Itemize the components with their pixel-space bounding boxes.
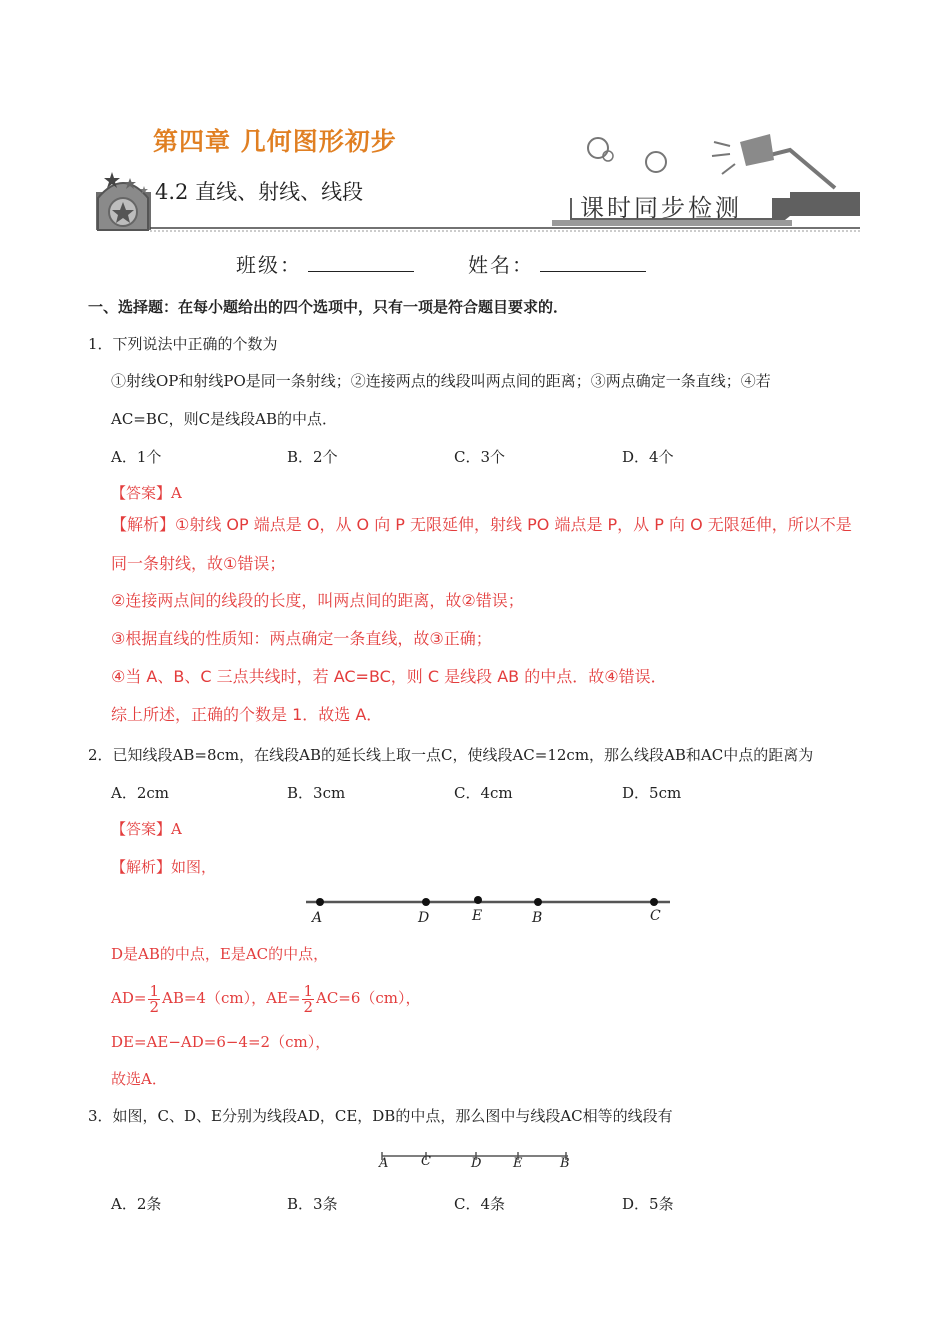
q2-fraction-1-num: 1 — [149, 981, 159, 1000]
q2-analysis-intro — [111, 857, 216, 877]
banner-title: 课时同步检测 — [580, 194, 742, 222]
class-field — [236, 249, 414, 278]
q2-option-c[interactable]: C．4cm — [454, 784, 513, 802]
q3-option-d[interactable]: D．5条 — [622, 1195, 674, 1213]
q3-stem: 3．如图，C、D、E分别为线段AD，CE，DB的中点，那么图中与线段AC相等的线段有 — [88, 1107, 673, 1125]
q3-point-d: D — [471, 1156, 482, 1171]
q2-point-e: E — [472, 908, 483, 924]
q2-stem: 2．已知线段AB=8cm，在线段AB的延长线上取一点C，使线段AC=12cm，那么线段AB和AC中点的距离为 — [88, 746, 814, 764]
q1-text-line1: ①射线OP和射线PO是同一条射线；②连接两点的线段叫两点间的距离；③两点确定一条直线；④若 — [111, 372, 771, 390]
q2-point-a: A — [312, 910, 323, 926]
q3-point-a: A — [379, 1156, 389, 1171]
q1-analysis-line1: 【解析】①射线 OP 端点是 O，从 O 向 P 无限延伸，射线 PO 端点是 P，从 P 向 O 无限延伸，所以不是 — [111, 515, 852, 534]
name-blank[interactable] — [540, 253, 646, 272]
q2-fraction-1-den: 2 — [149, 997, 159, 1016]
q2-answer: 【答案】A — [111, 820, 182, 838]
q3-option-c[interactable]: C．4条 — [454, 1195, 506, 1213]
q2-figure — [300, 888, 680, 928]
class-blank[interactable] — [308, 253, 414, 272]
q3-point-b: B — [560, 1156, 570, 1171]
q1-text-line2: AC=BC，则C是线段AB的中点． — [111, 410, 337, 428]
q1-analysis-line3: ②连接两点间的线段的长度，叫两点间的距离，故②错误； — [111, 591, 524, 610]
q2-step2-b: AB=4（cm），AE= — [161, 989, 301, 1007]
q2-step1: D是AB的中点，E是AC的中点， — [111, 945, 329, 963]
q1-stem: 1．下列说法中正确的个数为 — [88, 335, 278, 353]
name-label: 姓名： — [468, 253, 534, 277]
q2-option-b[interactable]: B．3cm — [287, 784, 346, 802]
q1-analysis-line5: ④当 A、B、C 三点共线时，若 AC=BC，则 C 是线段 AB 的中点．故④错误． — [111, 667, 667, 686]
q2-analysis-text: 【解析】如图， — [111, 858, 217, 876]
q1-option-d[interactable]: D．4个 — [622, 448, 674, 466]
q1-option-a[interactable]: A．1个 — [111, 448, 162, 466]
q2-fraction-2-den: 2 — [303, 997, 313, 1016]
q1-analysis-line4: ③根据直线的性质知：两点确定一条直线，故③正确； — [111, 629, 492, 648]
q2-fraction-2-num: 1 — [303, 981, 313, 1000]
q1-option-c[interactable]: C．3个 — [454, 448, 506, 466]
q1-analysis-line6: 综上所述，正确的个数是 1．故选 A． — [111, 705, 383, 724]
q2-conclusion: 故选A． — [111, 1070, 167, 1088]
class-label: 班级： — [236, 253, 302, 277]
q3-option-a[interactable]: A．2条 — [111, 1195, 162, 1213]
q1-answer: 【答案】A — [111, 484, 182, 502]
q2-option-d[interactable]: D．5cm — [622, 784, 682, 802]
q3-option-b[interactable]: B．3条 — [287, 1195, 338, 1213]
q2-option-a[interactable]: A．2cm — [111, 784, 170, 802]
q2-fraction-2 — [302, 981, 314, 1016]
q1-analysis-line2: 同一条射线，故①错误； — [111, 554, 286, 573]
q2-step3: DE=AE−AD=6−4=2（cm）， — [111, 1033, 331, 1051]
chapter-title: 第四章 几何图形初步 — [153, 127, 397, 156]
section-title: 4.2 直线、射线、线段 — [155, 180, 364, 204]
q2-point-c: C — [650, 908, 661, 924]
q2-step2 — [111, 978, 421, 1018]
q2-fraction-1 — [148, 981, 160, 1016]
q2-step2-a: AD= — [111, 989, 147, 1007]
section-heading: 一、选择题：在每小题给出的四个选项中，只有一项是符合题目要求的． — [88, 298, 569, 316]
q2-step2-c: AC=6（cm）， — [315, 989, 421, 1007]
q3-point-c: C — [421, 1154, 431, 1169]
q3-point-e: E — [513, 1156, 523, 1171]
q2-point-d: D — [418, 910, 430, 926]
q1-option-b[interactable]: B．2个 — [287, 448, 338, 466]
q2-point-b: B — [532, 910, 543, 926]
name-field — [468, 249, 646, 278]
